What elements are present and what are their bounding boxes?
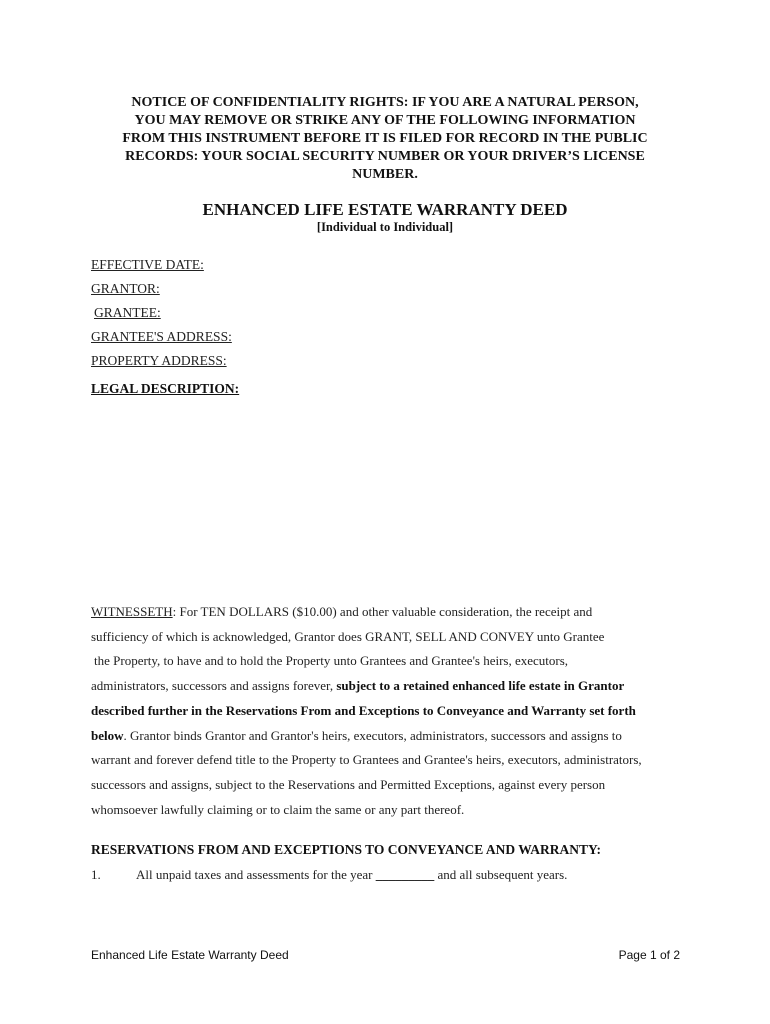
- paragraph-line: [91, 604, 592, 620]
- grantee-label: GRANTEE:: [94, 305, 161, 320]
- text: and all subsequent years.: [434, 867, 568, 882]
- paragraph-line: whomsoever lawfully claiming or to claim the same or any part thereof.: [91, 802, 465, 817]
- witnesseth-label: WITNESSETH: [91, 604, 173, 619]
- paragraph-line: described further in the Reservations From and Exceptions to Conveyance and Warranty set forth: [91, 703, 636, 718]
- notice-line: NOTICE OF CONFIDENTIALITY RIGHTS: IF YOU ARE A NATURAL PERSON,: [131, 95, 639, 110]
- confidentiality-notice: [0, 94, 770, 184]
- document-subtitle: [Individual to Individual]: [316, 220, 454, 234]
- paragraph-line: the Property, to have and to hold the Property unto Grantees and Grantee's heirs, executors,: [94, 653, 569, 668]
- document-title: ENHANCED LIFE ESTATE WARRANTY DEED: [202, 200, 568, 219]
- tax-year-blank: _________: [375, 867, 435, 882]
- paragraph-line: sufficiency of which is acknowledged, Grantor does GRANT, SELL AND CONVEY unto Grantee: [91, 629, 605, 644]
- footer-page-number: Page 1 of 2: [618, 948, 680, 962]
- text: . Grantor binds Grantor and Grantor's heirs, executors, administrators, successors and assigns to: [123, 728, 622, 743]
- bold-text: below: [91, 728, 124, 743]
- paragraph-line: successors and assigns, subject to the Reservations and Permitted Exceptions, against every person: [91, 777, 606, 792]
- reservation-item-number: 1.: [91, 867, 101, 882]
- effective-date-label: EFFECTIVE DATE:: [91, 257, 204, 272]
- text: All unpaid taxes and assessments for the year: [136, 867, 376, 882]
- paragraph-line: [91, 678, 624, 694]
- paragraph-line: warrant and forever defend title to the Property to Grantees and Grantee's heirs, executors, administrators,: [91, 752, 642, 767]
- notice-line: YOU MAY REMOVE OR STRIKE ANY OF THE FOLLOWING INFORMATION: [134, 113, 636, 128]
- legal-description-label: LEGAL DESCRIPTION:: [91, 381, 240, 396]
- property-address-label: PROPERTY ADDRESS:: [91, 353, 227, 368]
- paragraph-line: [91, 728, 622, 744]
- grantee-address-label: GRANTEE'S ADDRESS:: [91, 329, 232, 344]
- text: administrators, successors and assigns forever,: [91, 678, 337, 693]
- reservations-heading: RESERVATIONS FROM AND EXCEPTIONS TO CONVEYANCE AND WARRANTY:: [91, 842, 602, 857]
- notice-line: NUMBER.: [352, 167, 418, 182]
- notice-line: RECORDS: YOUR SOCIAL SECURITY NUMBER OR YOUR DRIVER’S LICENSE: [125, 149, 645, 164]
- bold-text: subject to a retained enhanced life estate in Grantor: [336, 678, 625, 693]
- reservation-item: [136, 867, 567, 883]
- footer-document-name: Enhanced Life Estate Warranty Deed: [91, 948, 289, 962]
- grantor-label: GRANTOR:: [91, 281, 160, 296]
- notice-line: FROM THIS INSTRUMENT BEFORE IT IS FILED FOR RECORD IN THE PUBLIC: [122, 131, 648, 146]
- text: : For TEN DOLLARS ($10.00) and other valuable consideration, the receipt and: [172, 604, 593, 619]
